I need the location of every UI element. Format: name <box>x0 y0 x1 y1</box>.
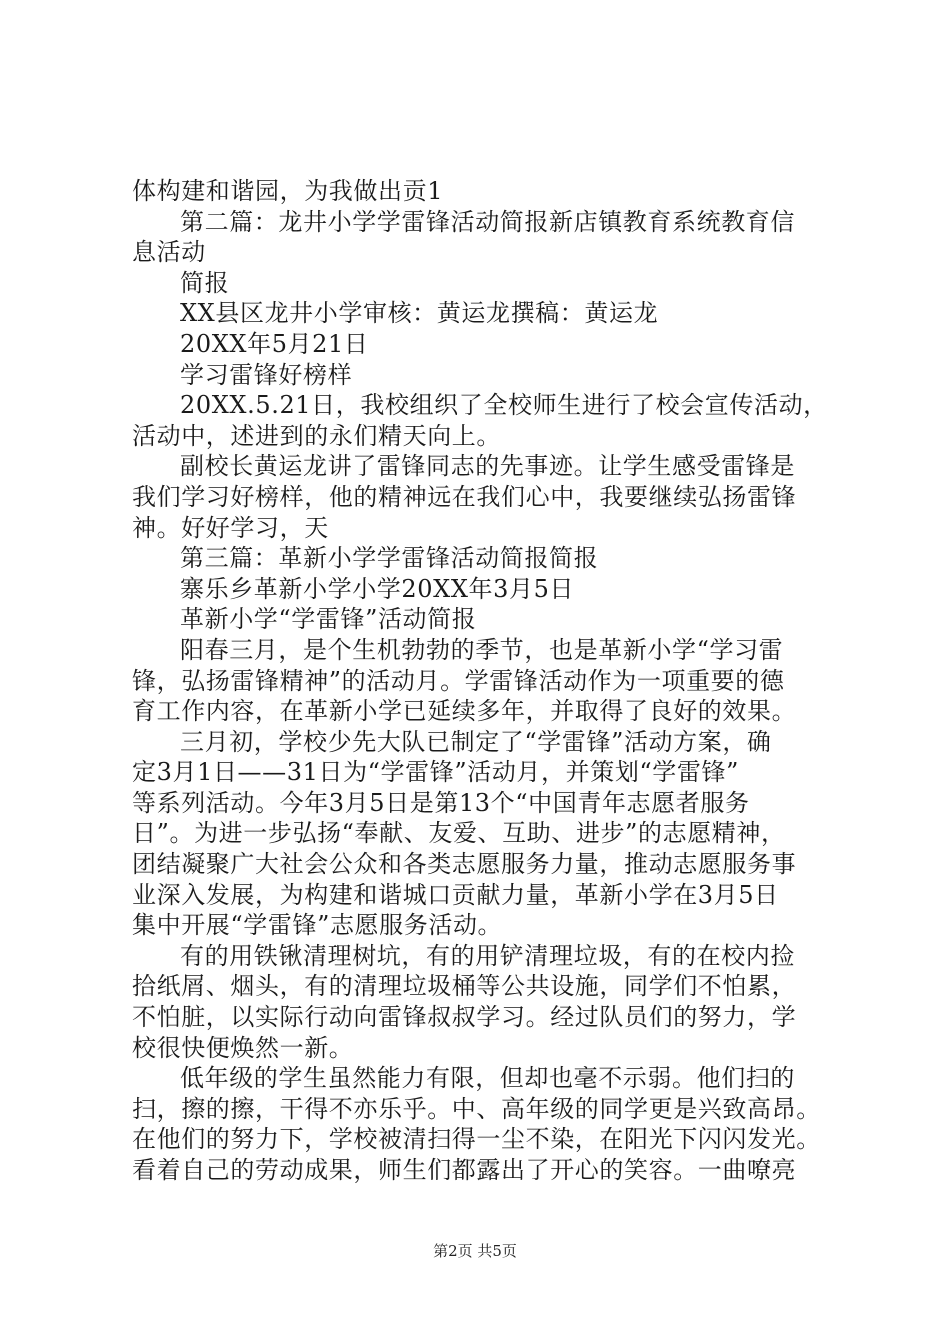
text-line: 第三篇：革新小学学雷锋活动简报简报 <box>180 544 599 573</box>
text-line: 活动中，述进到的永们精天向上。 <box>132 421 501 450</box>
text-line: 校很快便焕然一新。 <box>132 1033 354 1062</box>
text-line: 团结凝聚广大社会公众和各类志愿服务力量，推动志愿服务事 <box>132 850 797 879</box>
text-line: 革新小学“学雷锋”活动简报 <box>180 605 477 634</box>
text-line: 等系列活动。今年3月5日是第13个“中国青年志愿者服务 <box>132 788 750 817</box>
document-body <box>132 176 832 1186</box>
text-line: 体构建和谐园，为我做出贡1 <box>132 177 444 205</box>
text-line: 神。好好学习，天 <box>132 513 329 542</box>
text-line: 不怕脏，以实际行动向雷锋叔叔学习。经过队员们的努力，学 <box>132 1003 797 1032</box>
text-line: 20XX.5.21日，我校组织了全校师生进行了校会宣传活动， <box>180 391 828 420</box>
text-line: 日”。为进一步弘扬“奉献、友爱、互助、进步”的志愿精神， <box>132 819 786 848</box>
text-line: 业深入发展，为构建和谐城口贡献力量，革新小学在3月5日 <box>132 880 779 909</box>
page-number-footer: 第2页 共5页 <box>433 1242 517 1260</box>
text-line: 拾纸屑、烟头，有的清理垃圾桶等公共设施，同学们不怕累， <box>132 972 797 1001</box>
text-line: 20XX年5月21日 <box>180 329 369 358</box>
text-line: 集中开展“学雷锋”志愿服务活动。 <box>132 911 503 940</box>
text-line: 育工作内容，在革新小学已延续多年，并取得了良好的效果。 <box>132 697 797 726</box>
text-line: 定3月1日——31日为“学雷锋”活动月，并策划“学雷锋” <box>132 758 739 787</box>
text-line: 低年级的学生虽然能力有限，但却也毫不示弱。他们扫的 <box>180 1064 795 1093</box>
text-line: 第二篇：龙井小学学雷锋活动简报新店镇教育系统教育信 <box>180 207 795 236</box>
text-line: XX县区龙井小学审核：黄运龙撰稿：黄运龙 <box>180 299 659 328</box>
text-line: 简报 <box>180 268 230 297</box>
text-line: 三月初，学校少先大队已制定了“学雷锋”活动方案，确 <box>180 727 772 756</box>
text-line: 在他们的努力下，学校被清扫得一尘不染，在阳光下闪闪发光。 <box>132 1125 821 1154</box>
text-line: 学习雷锋好榜样 <box>180 360 353 389</box>
text-line: 锋，弘扬雷锋精神”的活动月。学雷锋活动作为一项重要的德 <box>132 666 785 695</box>
text-line: 扫，擦的擦，干得不亦乐乎。中、高年级的同学更是兴致高昂。 <box>132 1094 821 1123</box>
text-line: 副校长黄运龙讲了雷锋同志的先事迹。让学生感受雷锋是 <box>180 452 795 481</box>
text-line: 有的用铁锹清理树坑，有的用铲清理垃圾，有的在校内捡 <box>180 941 795 970</box>
text-line: 寨乐乡革新小学小学20XX年3月5日 <box>180 574 575 603</box>
text-line: 息活动 <box>132 238 206 267</box>
text-line: 我们学习好榜样，他的精神远在我们心中，我要继续弘扬雷锋 <box>132 482 797 511</box>
text-line: 阳春三月，是个生机勃勃的季节，也是革新小学“学习雷 <box>180 635 784 664</box>
text-line: 看着自己的劳动成果，师生们都露出了开心的笑容。一曲嘹亮 <box>132 1156 797 1184</box>
